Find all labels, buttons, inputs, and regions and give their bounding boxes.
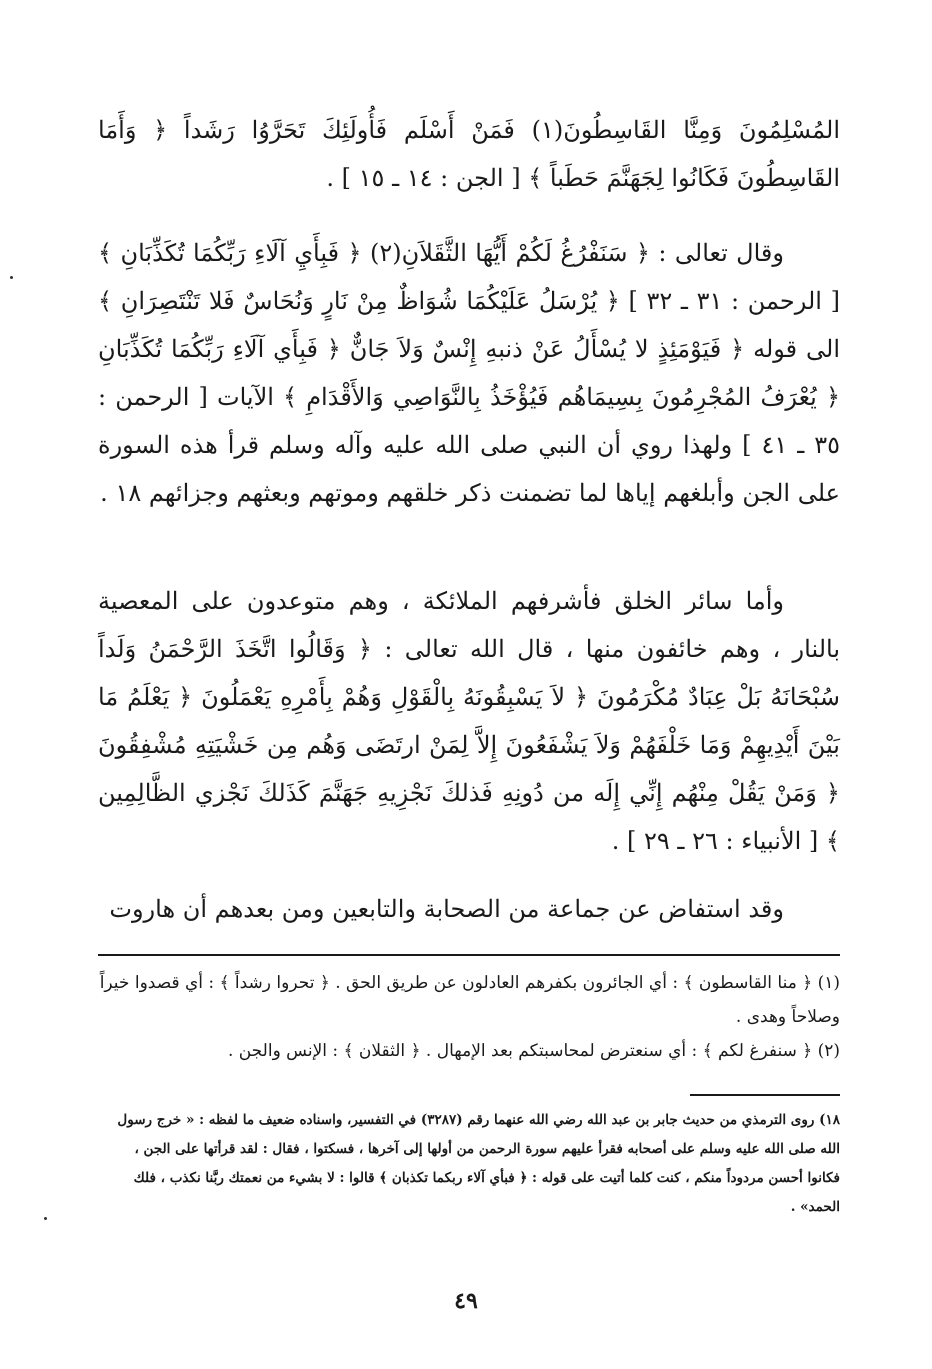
endnote-separator bbox=[690, 1094, 840, 1096]
paragraph-text: المُسْلِمُونَ وَمِنَّا القَاسِطُونَ(١) فَمَنْ أَسْلَم فَأُولَئِكَ تَحَرَّوُا رَشَداً ﴿ وَأَمَا القَاسِطُونَ فَكَانُوا لِجَهَنَّمَ حَطَباً ﴾ [ الجن : ١٤ ـ ١٥ ] . bbox=[98, 116, 841, 192]
paragraph-text: وقد استفاض عن جماعة من الصحابة والتابعين ومن بعدهم أن هاروت bbox=[109, 895, 784, 923]
body-paragraph-2 bbox=[98, 229, 840, 517]
endnote-text: ١٨) روى الترمذي من حديث جابر بن عبد الله رضي الله عنهما رقم (٣٢٨٧) في التفسير، واسناده ضعيف ما لفظه : « خرج رسول الله صلى الله عليه وسلم على أصحابه فقرأ عليهم سورة الرحمن من أولها إلى آخرها ، فسكتوا ، فقال : لقد قرأتها على الجن ، فكانوا أحسن مردوداً منكم ، كنت كلما أتيت على قوله : ﴿ فبأي آلاء ربكما تكذبان ﴾ قالوا : لا بشيء من نعمتك ربَّنا نكذب ، فلك الحمد» . bbox=[117, 1112, 840, 1215]
page-number: ٤٩ bbox=[454, 1288, 478, 1314]
paragraph-text: وقال تعالى : ﴿ سَنَفْرُغُ لَكُمْ أَيُّهَا الثَّقَلاَنِ(٢) ﴿ فَبِأَيِ آلَاءِ رَبِّكُمَا تُكَذِّبَانِ ﴾ [ الرحمن : ٣١ ـ ٣٢ ] ﴿ يُرْسَلُ عَلَيْكُمَا شُوَاظٌ مِنْ نَارٍ وَنُحَاسٌ فَلا تَنْتَصِرَانِ ﴾ الى قوله ﴿ فَيَوْمَئِذٍ لا يُسْأَلُ عَنْ ذنبهِ إِنْسٌ وَلاَ جَانٌّ ﴿ فَبِأَي آلَاءِ رَبِّكُمَا تُكَذِّبَانِ ﴿ يُعْرَفُ المُجْرِمُونَ بِسِيمَاهُم فَيُؤْخَذُ بِالنَّوَاصِي وَالأَقْدَامِ ﴾ الآيات [ الرحمن : ٣٥ ـ ٤١ ] ولهذا روي أن النبي صلى الله عليه وآله وسلم قرأ هذه السورة على الجن وأبلغهم إياها لما تضمنت ذكر خلقهم وموتهم وبعثهم وجزائهم ١٨ . bbox=[98, 239, 840, 507]
body-paragraph-3 bbox=[98, 577, 840, 865]
scan-speck bbox=[44, 1217, 47, 1220]
footnotes bbox=[98, 966, 840, 1068]
endnote bbox=[98, 1106, 840, 1222]
body-paragraph-1 bbox=[98, 106, 840, 202]
footnote-2: (٢) ﴿ سنفرغ لكم ﴾ : أي سنعترض لمحاسبتكم بعد الإمهال . ﴿ الثقلان ﴾ : الإنس والجن . bbox=[227, 1041, 840, 1061]
footnote-separator bbox=[98, 954, 840, 956]
paragraph-text: وأما سائر الخلق فأشرفهم الملائكة ، وهم متوعدون على المعصية بالنار ، وهم خائفون منها ، قال الله تعالى : ﴿ وَقَالُوا اتَّخَذَ الرَّحْمَنُ وَلَداً سُبْحَانَهُ بَلْ عِبَادٌ مُكْرَمُونَ ﴿ لاَ يَسْبِقُونَهُ بِالْقَوْلِ وَهُمْ بِأَمْرِهِ يَعْمَلُونَ ﴿ يَعْلَمُ مَا بَيْنَ أَيْدِيهِمْ وَمَا خَلْفَهُمْ وَلاَ يَشْفَعُونَ إِلاَّ لِمَنْ ارتَضَى وَهُم مِن خَشْيَتِهِ مُشْفِقُونَ ﴿ وَمَنْ يَقُلْ مِنْهُم إِنِّي إِلَه من دُونِهِ فَذلكَ نَجْزِيهِ جَهَنَّمَ كَذَلكَ نَجْزي الظَّالِمِين ﴾ [ الأنبياء : ٢٦ ـ ٢٩ ] . bbox=[98, 587, 840, 855]
scan-speck bbox=[10, 276, 13, 279]
footnote-1: (١) ﴿ منا القاسطون ﴾ : أي الجائرون بكفرهم العادلون عن طريق الحق . ﴿ تحروا رشداً ﴾ : أي قصدوا خيراً وصلاحاً وهدى . bbox=[99, 973, 840, 1027]
body-paragraph-4 bbox=[98, 885, 840, 933]
